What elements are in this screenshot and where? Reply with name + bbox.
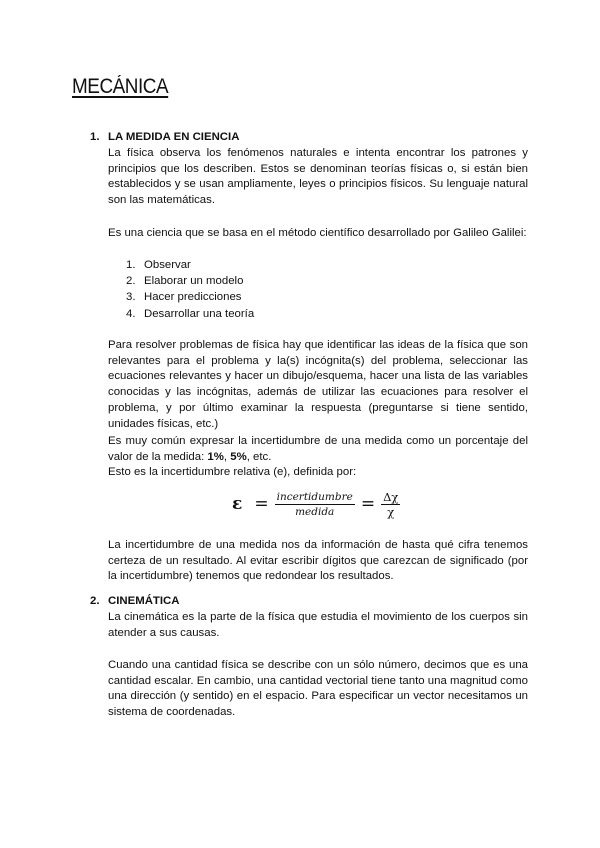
fraction-numerator: Δχ (383, 490, 399, 504)
formula-equals: = (254, 493, 269, 514)
section-title: CINEMÁTICA (108, 595, 180, 607)
fraction-numerator: incertidumbre (276, 491, 353, 503)
paragraph: Para resolver problemas de física hay que identificar las ideas de la física que son relevantes para el problema y la(s) incógnita(s) del problema, seleccionar las ecuaciones relevantes y hacer un dibujo/esquema, hacer una lista de las variables conocidas y las incógnitas, además de utilizar las ecuaciones para resolver el problema, y por último examinar la respuesta (preguntarse si tiene sentido, unidades físicas, etc.) (108, 339, 528, 430)
formula-fraction (275, 490, 355, 519)
section-heading-medida (90, 130, 239, 146)
fraction-denominator: medida (295, 506, 335, 518)
page-title: MECÁNICA (72, 75, 169, 98)
list-item: 2. Elaborar un modelo (126, 275, 244, 288)
relative-uncertainty-formula (232, 490, 400, 519)
list-item: 4. Desarrollar una teoría (126, 307, 255, 320)
list-item: 1. Observar (126, 259, 191, 271)
paragraph: Esto es la incertidumbre relativa (e), definida por: (108, 466, 357, 478)
section-heading-cinematica (90, 594, 180, 610)
method-steps-list (126, 258, 254, 323)
paragraph: La incertidumbre de una medida nos da información de hasta qué cifra tenemos certeza de un resultado. Al evitar escribir dígitos que carezcan de significado (por la incertidumbre) tenemos que redondear los resultados. (108, 539, 528, 583)
formula-fraction (381, 490, 400, 519)
section-number: 1. (90, 131, 100, 143)
formula-lhs: ε (232, 493, 243, 514)
paragraph: Es una ciencia que se basa en el método científico desarrollado por Galileo Galilei: (108, 227, 527, 239)
paragraph: La física observa los fenómenos naturales e intenta encontrar los patrones y principios que los describen. Estos se denominan teorías físicas o, si están bien establecidos y se usan ampliamente, leyes o principios físicos. Su lenguaje natural son las matemáticas. (108, 147, 528, 207)
section-title: LA MEDIDA EN CIENCIA (108, 131, 240, 143)
paragraph: Es muy común expresar la incertidumbre de una medida como un porcentaje del valor de la medida: 1%, 5%, etc. (108, 435, 528, 463)
section-number: 2. (90, 595, 100, 607)
fraction-denominator: χ (387, 505, 395, 519)
formula-equals: = (360, 493, 376, 514)
paragraph: La cinemática es la parte de la física que estudia el movimiento de los cuerpos sin atender a sus causas. (108, 611, 528, 639)
list-item: 3. Hacer predicciones (126, 291, 242, 304)
paragraph: Cuando una cantidad física se describe con un sólo número, decimos que es una cantidad escalar. En cambio, una cantidad vectorial tiene tanto una magnitud como una dirección (y sentido) en el espacio. Para especificar un vector necesitamos un sistema de coordenadas. (108, 659, 528, 719)
